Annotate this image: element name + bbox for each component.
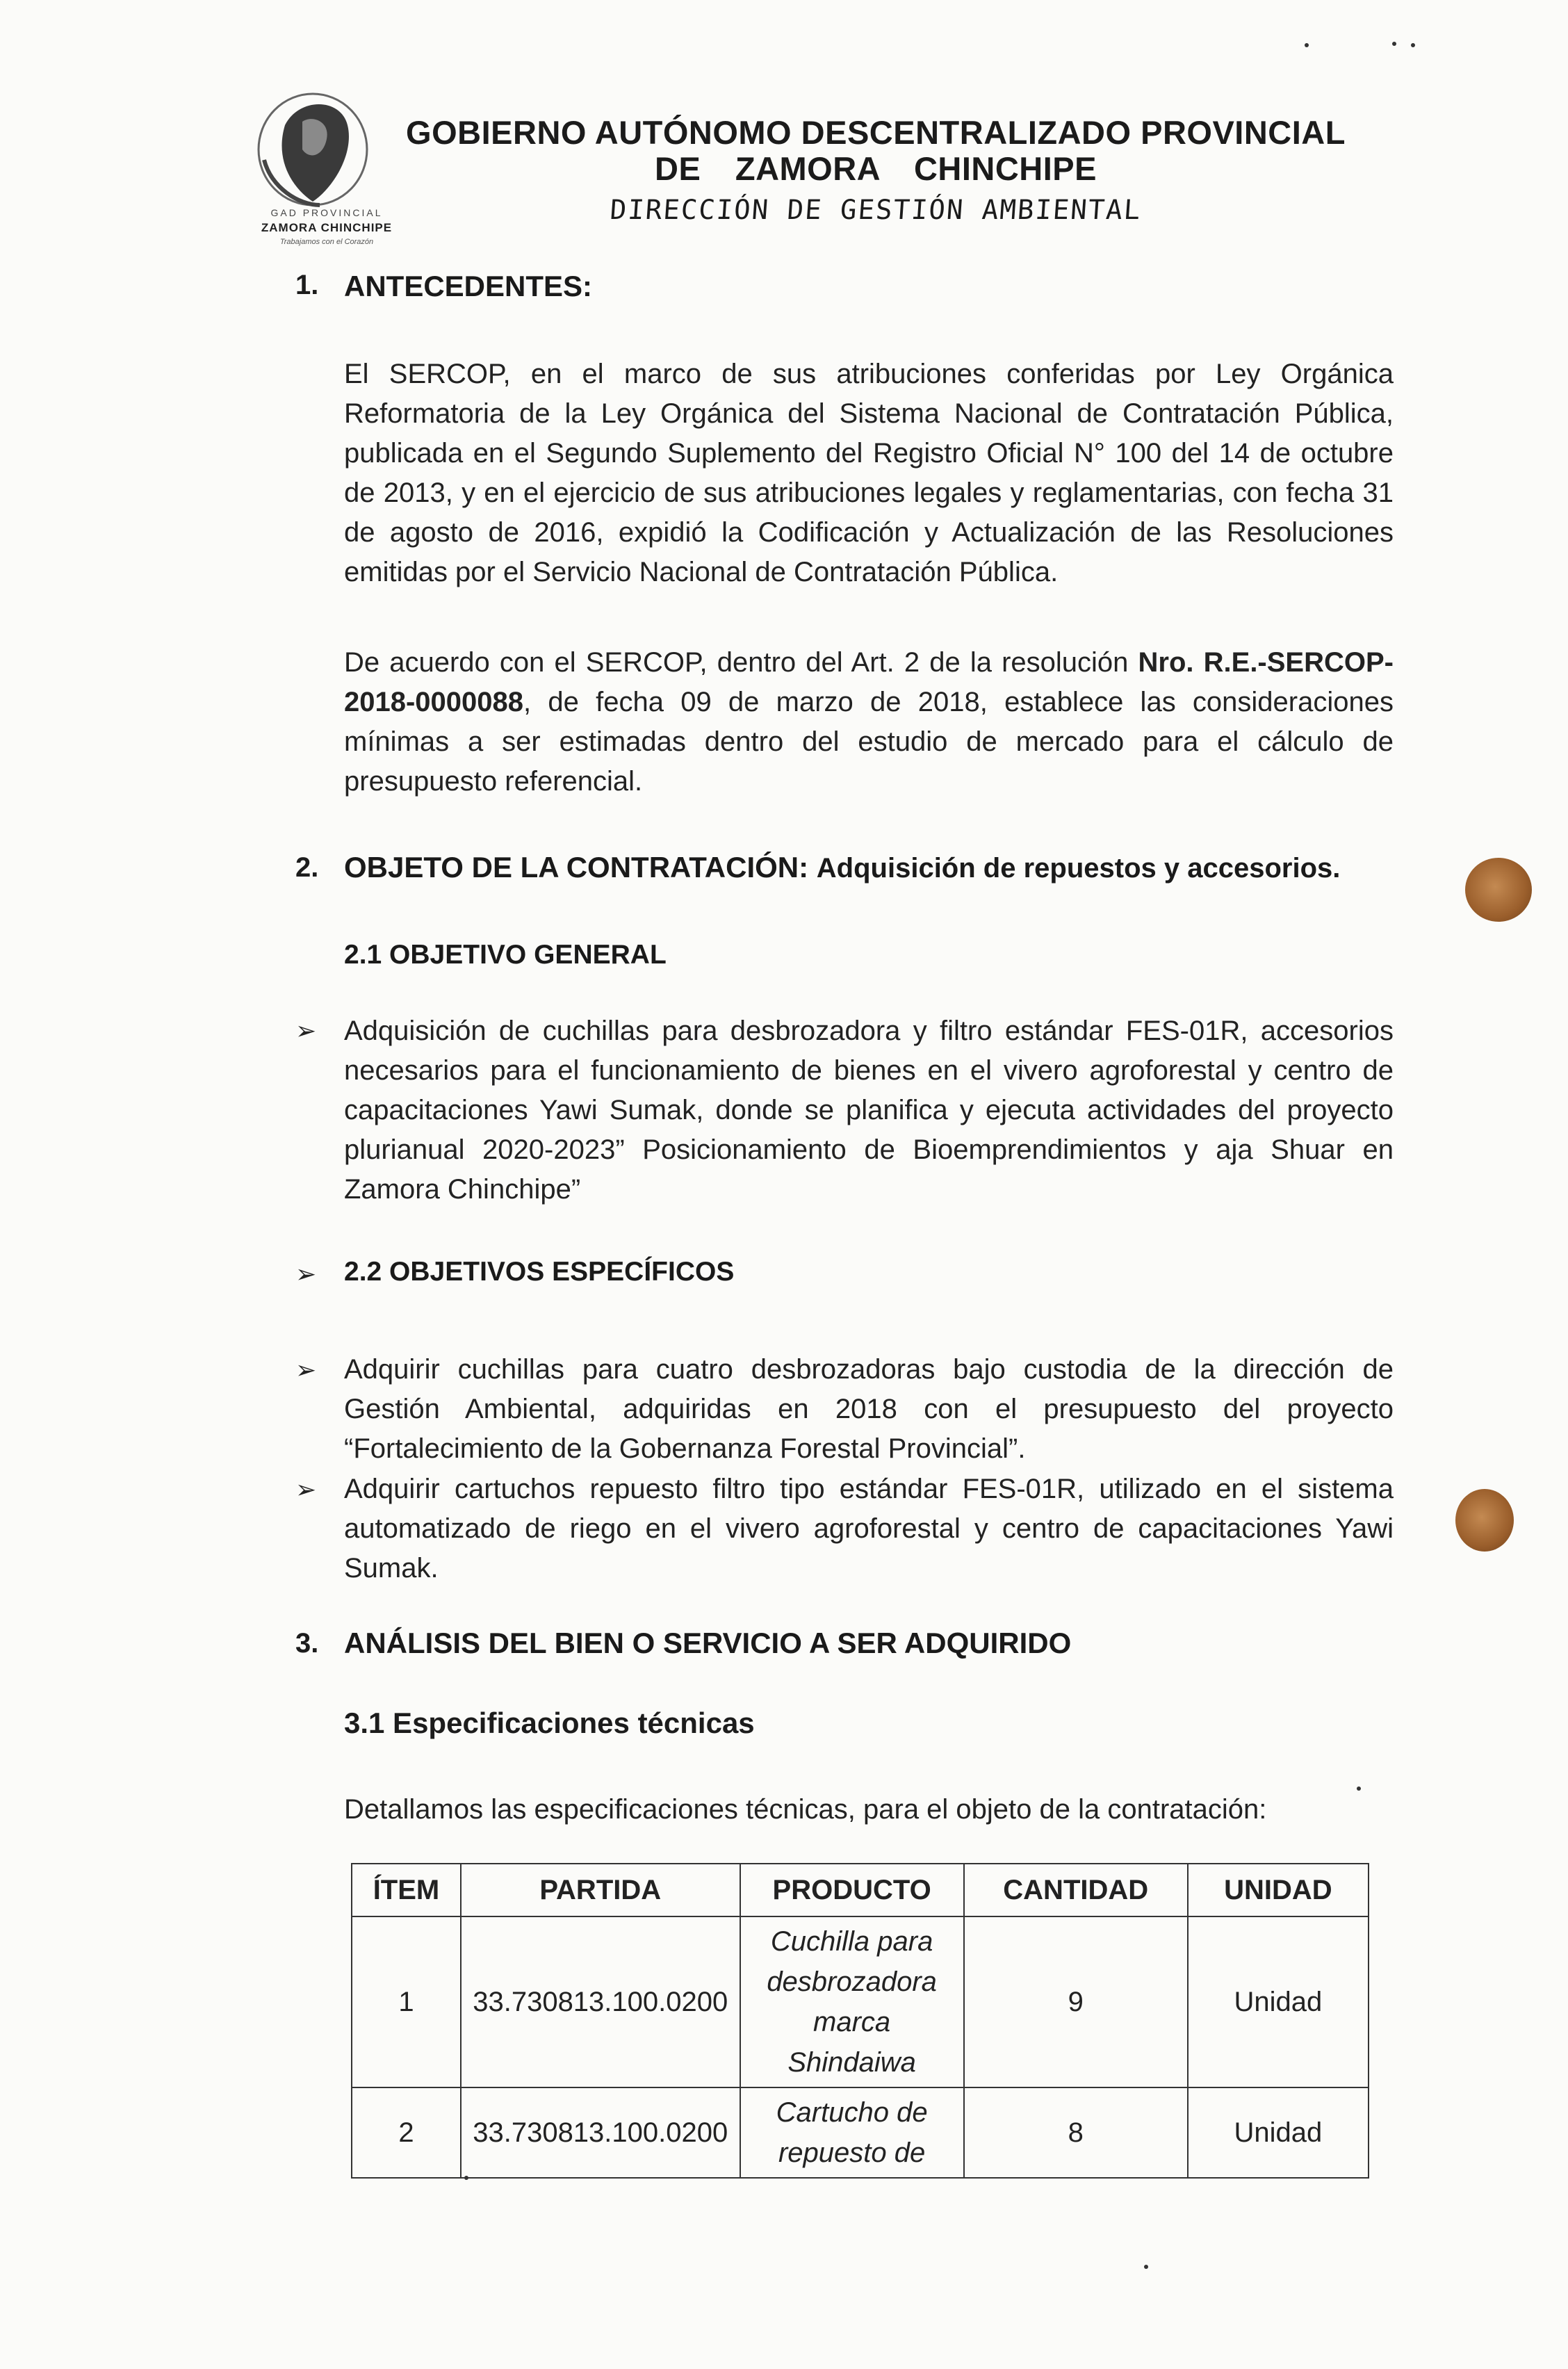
header-department: DIRECCIÓN DE GESTIÓN AMBIENTAL [609,195,1143,226]
cell-unidad: Unidad [1188,2087,1369,2178]
cell-cantidad: 9 [964,1916,1188,2087]
cell-item: 1 [352,1916,461,2087]
cell-unidad: Unidad [1188,1916,1369,2087]
punch-hole-stain [1455,1489,1514,1552]
cell-partida: 33.730813.100.0200 [461,2087,740,2178]
cell-partida: 33.730813.100.0200 [461,1916,740,2087]
speck [1144,2265,1148,2269]
resolution-number: Nro. R.E.-SERCOP-2018-0000088 [344,647,1394,717]
section2-number: 2. [295,852,319,883]
section1-paragraph2 [344,643,1394,801]
header-title-line1: GOBIERNO AUTÓNOMO DESCENTRALIZADO PROVINCIAL [406,114,1346,151]
table-header-row [352,1864,1369,1916]
logo-emblem-icon [243,83,382,222]
arrow-bullet-icon: ➢ [295,1356,317,1384]
section1-number: 1. [295,270,319,300]
col-header-unidad: UNIDAD [1188,1864,1369,1916]
arrow-bullet-icon: ➢ [295,1016,317,1045]
section1-paragraph1: El SERCOP, en el marco de sus atribuciones conferidas por Ley Orgánica Reformatoria de la Ley Orgánica del Sistema Nacional de Contratación Pública, publicada en el Segundo Suplemento del Registro Oficial N° 100 del 14 de octubre de 2013, y en el ejercicio de sus atribuciones legales y reglamentarias, con fecha 31 de agosto de 2016, expidió la Codificación y Actualización de las Resoluciones emitidas por el Servicio Nacional de Contratación Pública. [344,359,1394,587]
section3-title: ANÁLISIS DEL BIEN O SERVICIO A SER ADQUIRIDO [344,1627,1072,1659]
spec-heading: 3.1 Especificaciones técnicas [344,1707,755,1739]
objective-general-heading: 2.1 OBJETIVO GENERAL [344,940,667,970]
col-header-cantidad: CANTIDAD [964,1864,1188,1916]
speck [464,2176,468,2180]
specifications-table [351,1863,1369,2179]
section2-title: OBJETO DE LA CONTRATACIÓN: [344,851,809,884]
section2-heading [344,851,1400,884]
speck [1305,43,1309,47]
cell-item: 2 [352,2087,461,2178]
section2-title-value: Adquisición de repuestos y accesorios. [816,853,1341,884]
section3-number: 3. [295,1628,319,1659]
objective-specific-2: Adquirir cartuchos repuesto filtro tipo estándar FES-01R, utilizado en el sistema automatizado de riego en el vivero agroforestal y centro de capacitaciones Yawi Sumak. [344,1474,1394,1584]
speck [1392,42,1396,46]
col-header-producto: PRODUCTO [740,1864,964,1916]
table-row [352,2087,1369,2178]
objective-specific-heading: 2.2 OBJETIVOS ESPECÍFICOS [344,1257,735,1287]
header-title-line2: DE ZAMORA CHINCHIPE [655,150,1097,187]
cell-producto: Cuchilla para desbrozadora marca Shindaiwa [740,1916,964,2087]
punch-hole-stain [1465,858,1532,922]
objective-general-text: Adquisición de cuchillas para desbrozadora y filtro estándar FES-01R, accesorios necesarios para el funcionamiento de bienes en el vivero agroforestal y centro de capacitaciones Yawi Sumak, donde se planifica y ejecuta actividades del proyecto plurianual 2020-2023” Posicionamiento de Bioemprendimientos y aja Shuar en Zamora Chinchipe” [344,1016,1394,1205]
col-header-partida: PARTIDA [461,1864,740,1916]
logo-text-line3: Trabajamos con el Corazón [279,238,374,246]
logo-text-line2: ZAMORA CHINCHIPE [261,221,393,234]
arrow-bullet-icon: ➢ [295,1475,317,1504]
speck [1411,43,1415,47]
cell-cantidad: 8 [964,2087,1188,2178]
arrow-bullet-icon: ➢ [295,1260,317,1288]
p2-text-end: , de fecha 09 de marzo de 2018, establece las consideraciones mínimas a ser estimadas dentro del estudio de mercado para el cálculo de presupuesto referencial. [344,687,1394,797]
spec-intro: Detallamos las especificaciones técnicas, para el objeto de la contratación: [344,1794,1267,1825]
p2-text-start: De acuerdo con el SERCOP, dentro del Art. 2 de la resolución [344,647,1138,678]
speck [1357,1786,1361,1791]
objective-specific-1: Adquirir cuchillas para cuatro desbrozadoras bajo custodia de la dirección de Gestión Ambiental, adquiridas en 2018 con el presupuesto del proyecto “Fortalecimiento de la Gobernanza Forestal Provincial”. [344,1354,1394,1464]
section1-title: ANTECEDENTES: [344,270,593,302]
col-header-item: ÍTEM [352,1864,461,1916]
logo-text-line1: GAD PROVINCIAL [270,207,383,218]
table-row [352,1916,1369,2087]
cell-producto: Cartucho de repuesto de [740,2087,964,2178]
